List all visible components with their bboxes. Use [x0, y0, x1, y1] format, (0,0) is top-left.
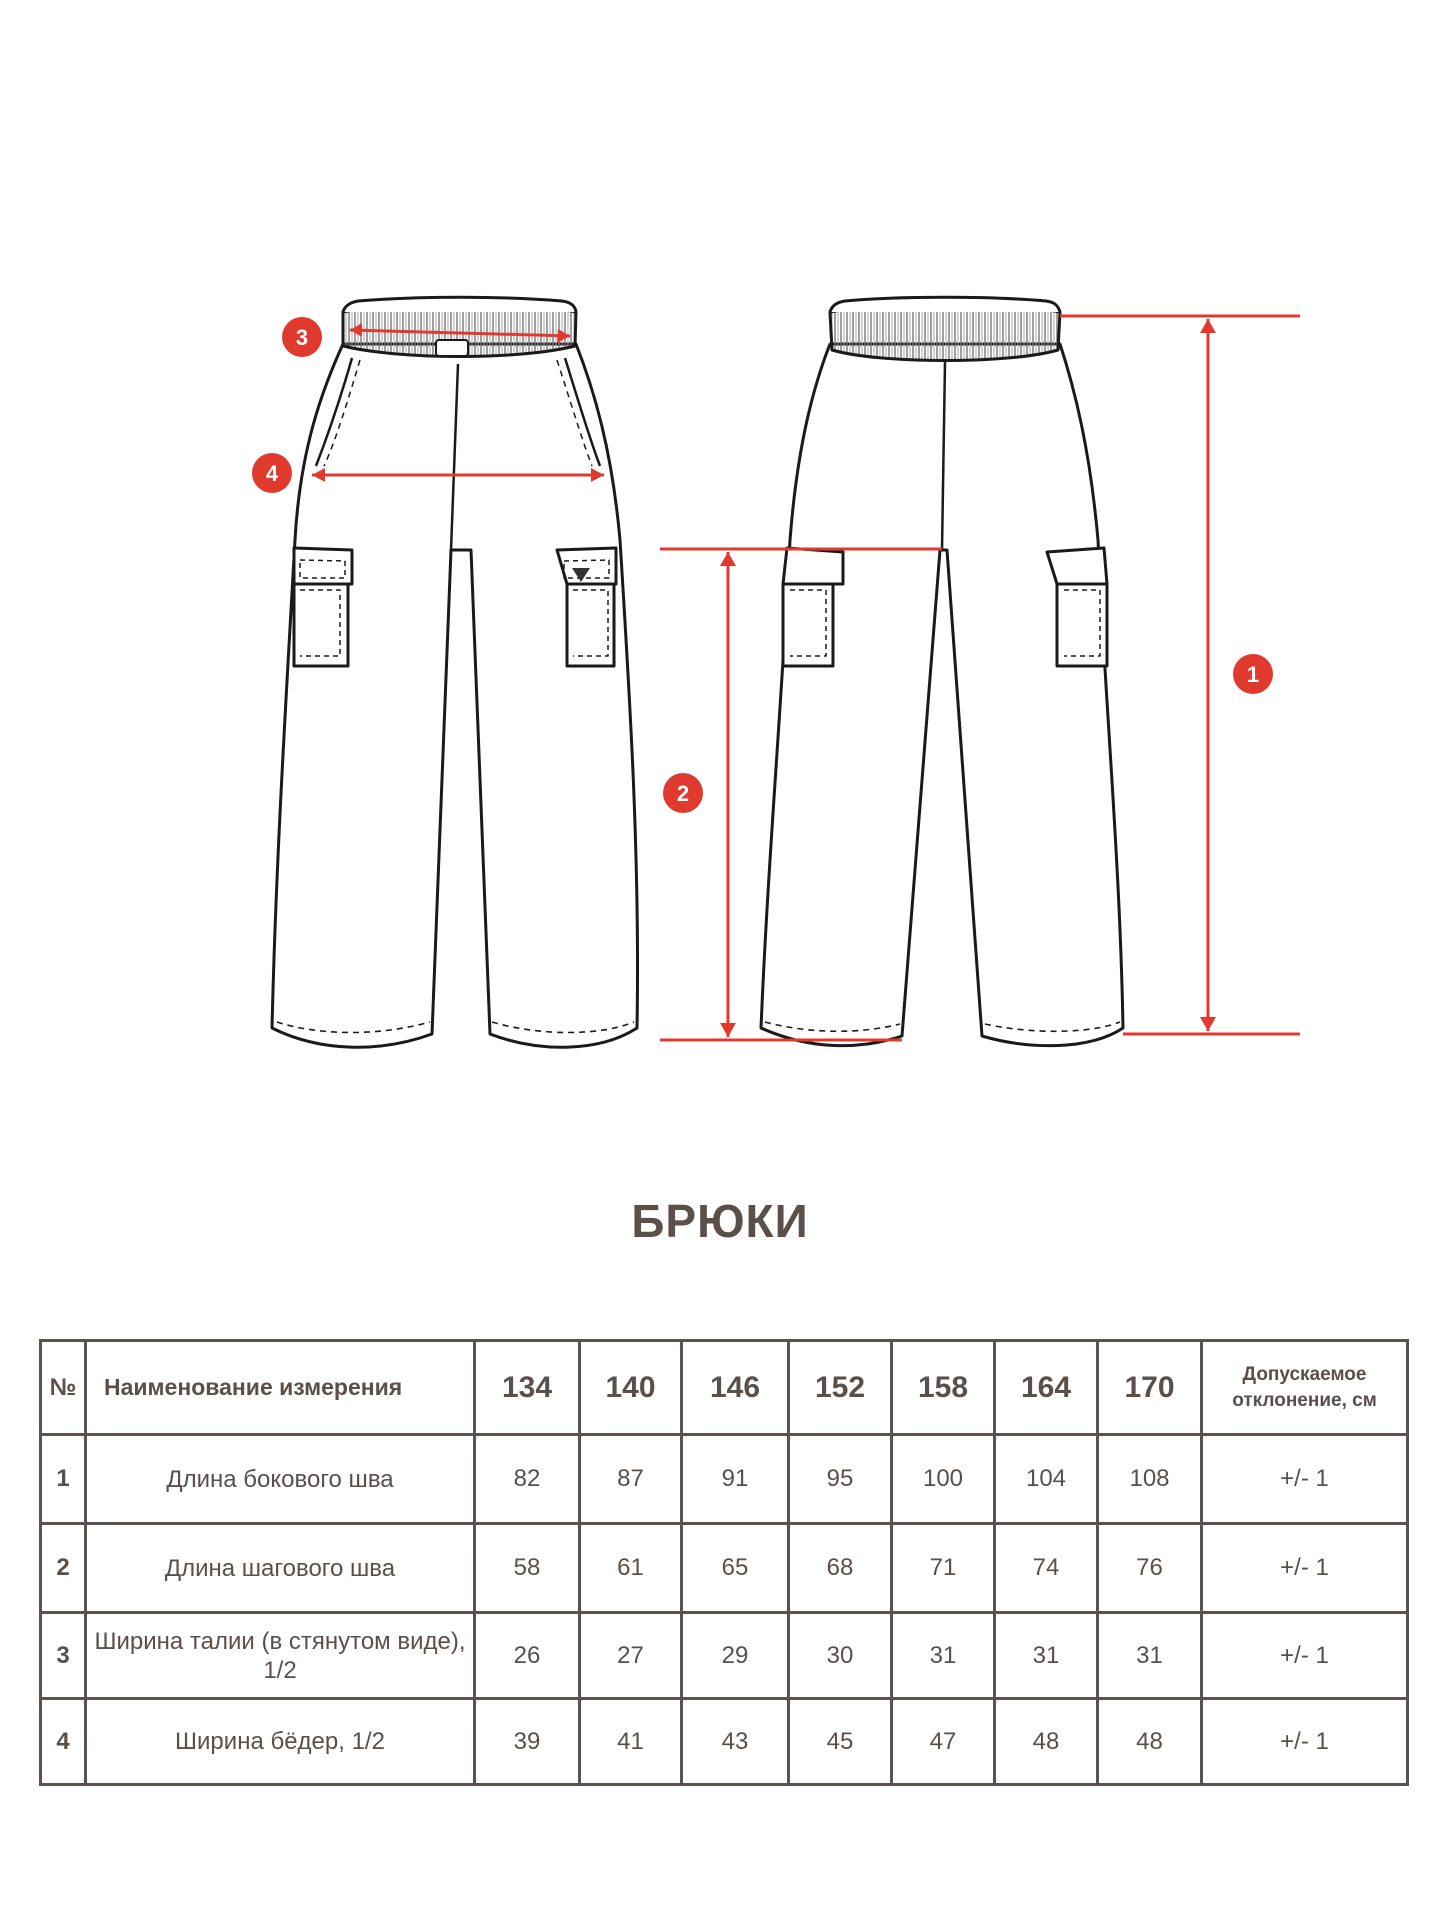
- size-value: 27: [580, 1613, 682, 1699]
- header-number: №: [41, 1341, 86, 1435]
- row-measurement-name: Длина шагового шва: [86, 1524, 475, 1613]
- tolerance-value: +/- 1: [1202, 1524, 1408, 1613]
- size-table: [39, 1339, 1409, 1786]
- size-value: 95: [789, 1435, 892, 1524]
- marker-1: [1233, 654, 1273, 694]
- size-value: 71: [892, 1524, 995, 1613]
- front-view: [272, 297, 638, 1047]
- header-tolerance: [1202, 1341, 1408, 1435]
- row-number: 2: [41, 1524, 86, 1613]
- marker-2: [663, 773, 703, 813]
- header-size: 164: [995, 1341, 1098, 1435]
- header-size: 146: [682, 1341, 789, 1435]
- row-number: 3: [41, 1613, 86, 1699]
- table-row: [41, 1524, 1408, 1613]
- header-measurement-name: Наименование измерения: [86, 1341, 475, 1435]
- back-view: [761, 297, 1123, 1045]
- header-size: 170: [1098, 1341, 1202, 1435]
- size-value: 108: [1098, 1435, 1202, 1524]
- size-value: 31: [892, 1613, 995, 1699]
- header-size: 158: [892, 1341, 995, 1435]
- header-size: 134: [475, 1341, 580, 1435]
- svg-text:2: 2: [676, 781, 690, 806]
- header-size: 140: [580, 1341, 682, 1435]
- size-value: 104: [995, 1435, 1098, 1524]
- size-value: 82: [475, 1435, 580, 1524]
- back-waistband: [830, 305, 1060, 361]
- row-number: 1: [41, 1435, 86, 1524]
- table-row: [41, 1699, 1408, 1785]
- row-number: 4: [41, 1699, 86, 1785]
- header-size: 152: [789, 1341, 892, 1435]
- svg-text:1: 1: [1246, 662, 1260, 687]
- size-value: 61: [580, 1524, 682, 1613]
- size-value: 76: [1098, 1524, 1202, 1613]
- tolerance-value: +/- 1: [1202, 1435, 1408, 1524]
- size-value: 29: [682, 1613, 789, 1699]
- size-value: 39: [475, 1699, 580, 1785]
- back-trousers-outline: [761, 344, 1123, 1046]
- size-value: 45: [789, 1699, 892, 1785]
- header-tolerance-line2: отклонение, см: [1232, 1389, 1377, 1411]
- size-value: 91: [682, 1435, 789, 1524]
- table-row: [41, 1613, 1408, 1699]
- size-value: 87: [580, 1435, 682, 1524]
- table-row: [41, 1435, 1408, 1524]
- size-value: 48: [1098, 1699, 1202, 1785]
- size-value: 100: [892, 1435, 995, 1524]
- size-value: 31: [1098, 1613, 1202, 1699]
- row-measurement-name: Длина бокового шва: [86, 1435, 475, 1524]
- header-tolerance-line1: Допускаемое: [1242, 1363, 1367, 1385]
- size-value: 43: [682, 1699, 789, 1785]
- front-right-cargo-pocket: [567, 584, 614, 666]
- size-value: 68: [789, 1524, 892, 1613]
- tolerance-value: +/- 1: [1202, 1699, 1408, 1785]
- tolerance-value: +/- 1: [1202, 1613, 1408, 1699]
- size-value: 74: [995, 1524, 1098, 1613]
- size-value: 26: [475, 1613, 580, 1699]
- size-value: 30: [789, 1613, 892, 1699]
- row-measurement-name: Ширина талии (в стянутом виде), 1/2: [86, 1613, 475, 1699]
- svg-text:4: 4: [265, 461, 279, 486]
- table-header-row: [41, 1341, 1408, 1435]
- marker-4: [252, 453, 292, 493]
- size-value: 41: [580, 1699, 682, 1785]
- size-value: 47: [892, 1699, 995, 1785]
- size-value: 31: [995, 1613, 1098, 1699]
- marker-3: [282, 317, 322, 357]
- size-value: 48: [995, 1699, 1098, 1785]
- size-value: 65: [682, 1524, 789, 1613]
- page-title: БРЮКИ: [631, 1195, 809, 1247]
- size-value: 58: [475, 1524, 580, 1613]
- svg-text:3: 3: [295, 325, 309, 350]
- row-measurement-name: Ширина бёдер, 1/2: [86, 1699, 475, 1785]
